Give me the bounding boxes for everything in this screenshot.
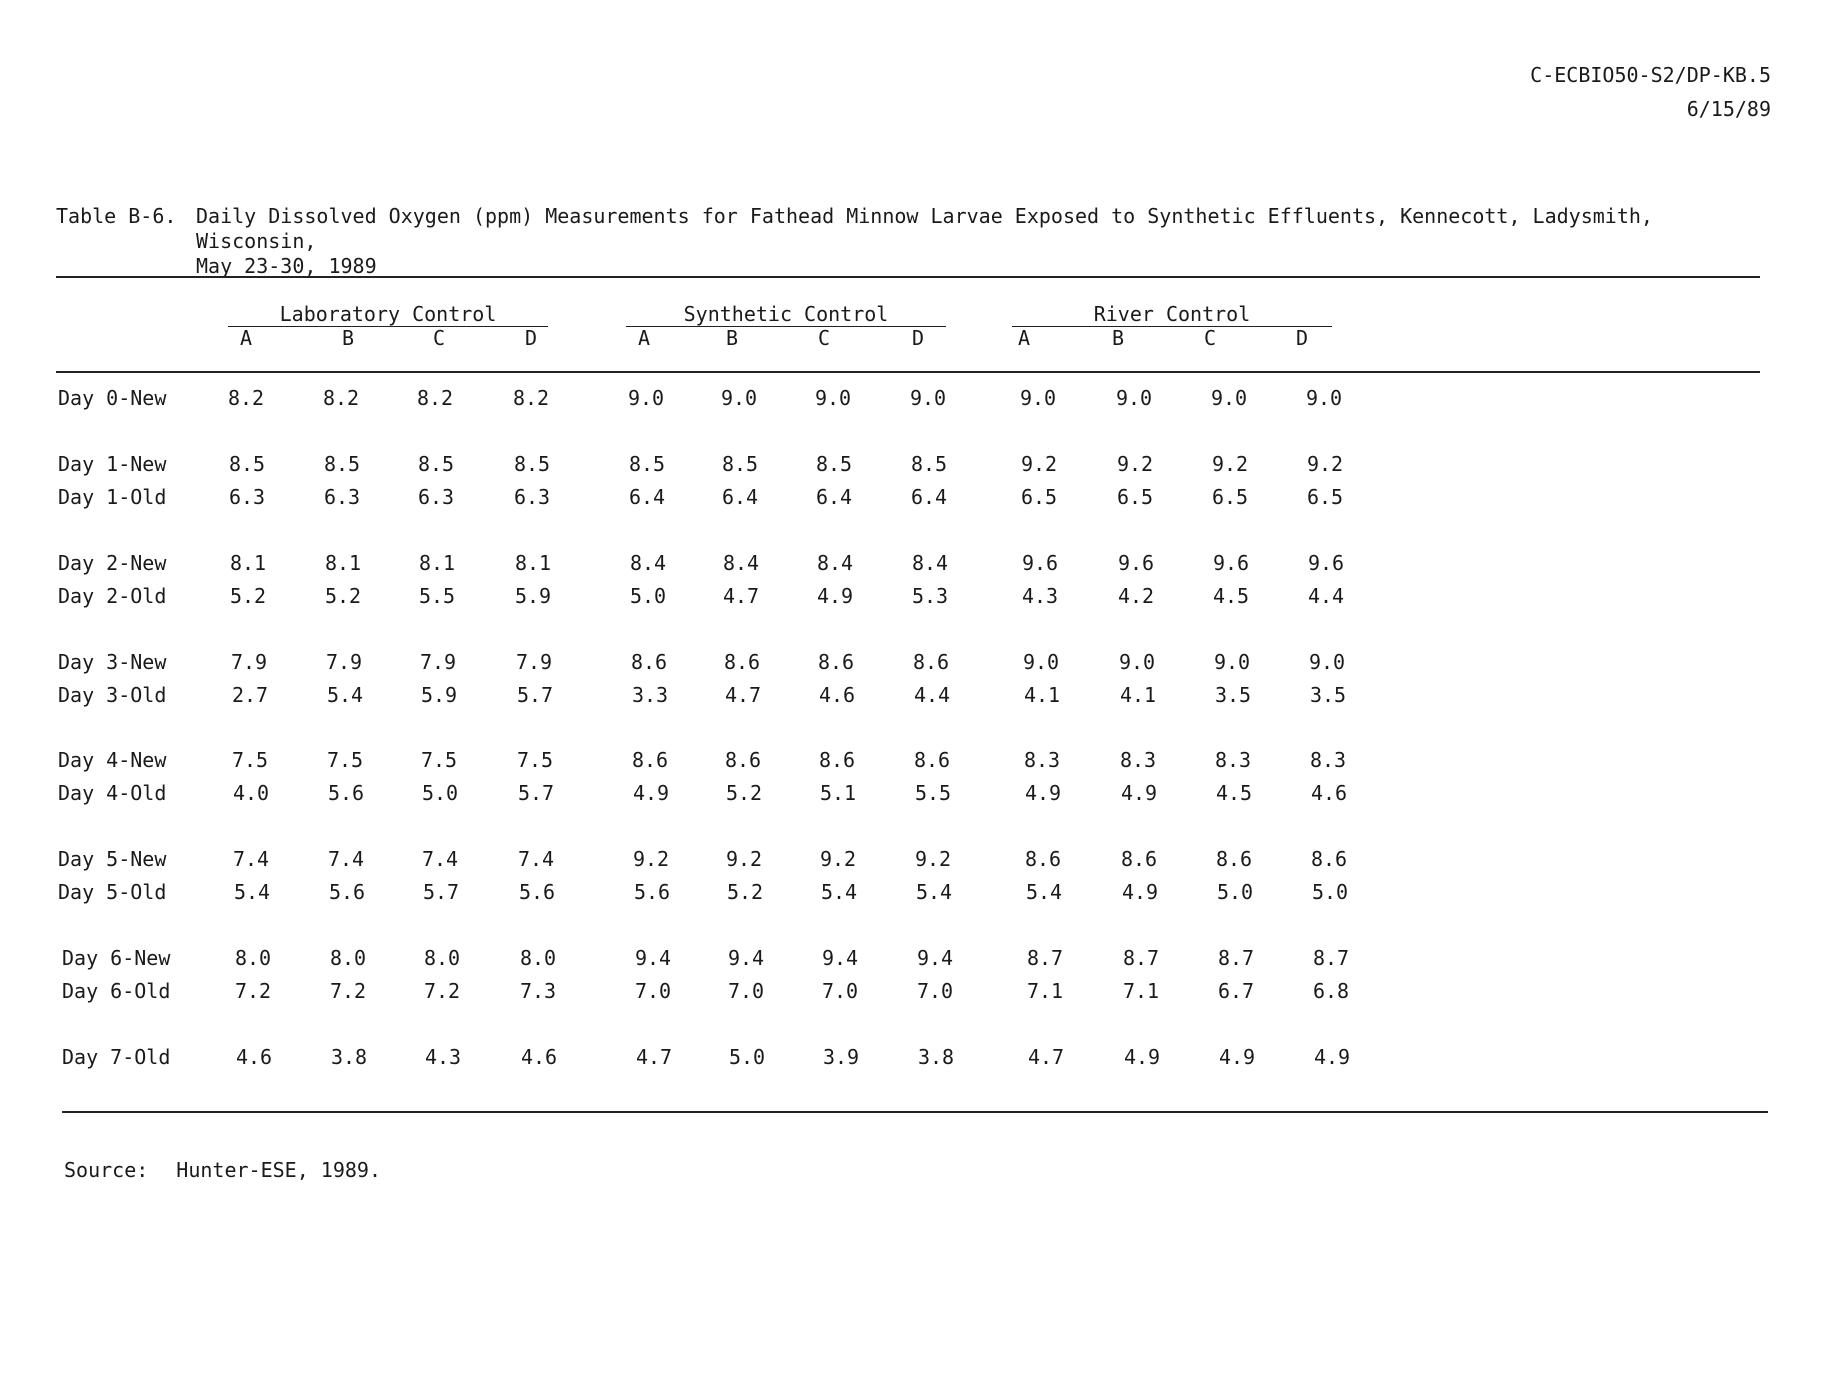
header-rule bbox=[56, 371, 1760, 373]
table-cell: 4.5 bbox=[1212, 584, 1250, 608]
column-header-river-control-b: B bbox=[1111, 326, 1125, 350]
table-cell: 6.4 bbox=[721, 485, 759, 509]
table-cell: 7.2 bbox=[423, 979, 461, 1003]
table-cell: 8.5 bbox=[721, 452, 759, 476]
table-cell: 8.6 bbox=[631, 748, 669, 772]
table-cell: 7.4 bbox=[421, 847, 459, 871]
row-label: Day 4-Old bbox=[58, 781, 167, 805]
table-cell: 8.1 bbox=[229, 551, 267, 575]
table-cell: 9.2 bbox=[725, 847, 763, 871]
table-cell: 7.1 bbox=[1026, 979, 1064, 1003]
table-cell: 9.0 bbox=[720, 386, 758, 410]
table-cell: 5.5 bbox=[914, 781, 952, 805]
row-label: Day 3-New bbox=[58, 650, 167, 674]
table-cell: 8.6 bbox=[1024, 847, 1062, 871]
table-cell: 3.8 bbox=[330, 1045, 368, 1069]
table-cell: 9.0 bbox=[909, 386, 947, 410]
group-header-synthetic-control: Synthetic Control bbox=[683, 302, 889, 326]
group-underline-laboratory-control bbox=[228, 326, 548, 327]
table-cell: 5.1 bbox=[819, 781, 857, 805]
table-cell: 7.2 bbox=[234, 979, 272, 1003]
table-cell: 3.3 bbox=[631, 683, 669, 707]
table-cell: 8.2 bbox=[416, 386, 454, 410]
table-cell: 9.4 bbox=[634, 946, 672, 970]
row-label: Day 3-Old bbox=[58, 683, 167, 707]
table-cell: 8.6 bbox=[913, 748, 951, 772]
table-cell: 6.8 bbox=[1312, 979, 1350, 1003]
table-number: Table B-6. bbox=[56, 204, 177, 228]
table-cell: 9.2 bbox=[819, 847, 857, 871]
table-cell: 5.9 bbox=[514, 584, 552, 608]
table-cell: 4.9 bbox=[632, 781, 670, 805]
table-cell: 4.9 bbox=[816, 584, 854, 608]
table-cell: 4.6 bbox=[1310, 781, 1348, 805]
table-cell: 8.5 bbox=[513, 452, 551, 476]
table-cell: 4.6 bbox=[818, 683, 856, 707]
table-cell: 9.2 bbox=[1306, 452, 1344, 476]
row-label: Day 6-New bbox=[62, 946, 171, 970]
table-cell: 7.0 bbox=[916, 979, 954, 1003]
table-cell: 5.2 bbox=[229, 584, 267, 608]
table-cell: 6.3 bbox=[513, 485, 551, 509]
table-cell: 4.2 bbox=[1117, 584, 1155, 608]
table-cell: 6.5 bbox=[1306, 485, 1344, 509]
table-cell: 4.0 bbox=[232, 781, 270, 805]
table-cell: 8.5 bbox=[323, 452, 361, 476]
top-rule bbox=[56, 276, 1760, 278]
table-cell: 8.6 bbox=[1120, 847, 1158, 871]
table-cell: 7.5 bbox=[326, 748, 364, 772]
table-cell: 8.5 bbox=[228, 452, 266, 476]
table-cell: 8.3 bbox=[1119, 748, 1157, 772]
table-cell: 5.6 bbox=[518, 880, 556, 904]
table-cell: 4.6 bbox=[235, 1045, 273, 1069]
table-cell: 6.4 bbox=[628, 485, 666, 509]
row-label: Day 7-Old bbox=[62, 1045, 171, 1069]
table-cell: 4.9 bbox=[1121, 880, 1159, 904]
table-cell: 8.6 bbox=[1215, 847, 1253, 871]
table-cell: 5.3 bbox=[911, 584, 949, 608]
column-header-river-control-a: A bbox=[1017, 326, 1031, 350]
table-cell: 8.5 bbox=[628, 452, 666, 476]
document-id: C-ECBIO50-S2/DP-KB.5 bbox=[1530, 63, 1771, 87]
table-cell: 8.2 bbox=[512, 386, 550, 410]
row-label: Day 6-Old bbox=[62, 979, 171, 1003]
table-cell: 4.5 bbox=[1215, 781, 1253, 805]
table-cell: 4.9 bbox=[1313, 1045, 1351, 1069]
source-label: Source: bbox=[64, 1158, 149, 1182]
table-cell: 8.6 bbox=[912, 650, 950, 674]
table-cell: 5.6 bbox=[633, 880, 671, 904]
table-cell: 4.3 bbox=[1021, 584, 1059, 608]
table-cell: 9.4 bbox=[916, 946, 954, 970]
table-cell: 7.2 bbox=[329, 979, 367, 1003]
table-cell: 4.7 bbox=[1027, 1045, 1065, 1069]
table-cell: 8.3 bbox=[1309, 748, 1347, 772]
column-header-synthetic-control-c: C bbox=[817, 326, 831, 350]
document-date: 6/15/89 bbox=[1686, 97, 1771, 121]
table-cell: 6.4 bbox=[815, 485, 853, 509]
table-title bbox=[196, 204, 1756, 279]
table-cell: 8.1 bbox=[324, 551, 362, 575]
table-cell: 9.2 bbox=[632, 847, 670, 871]
row-label: Day 2-New bbox=[58, 551, 167, 575]
table-cell: 5.4 bbox=[1025, 880, 1063, 904]
table-cell: 4.3 bbox=[424, 1045, 462, 1069]
table-cell: 5.0 bbox=[629, 584, 667, 608]
table-cell: 4.9 bbox=[1123, 1045, 1161, 1069]
row-label: Day 2-Old bbox=[58, 584, 167, 608]
table-cell: 8.6 bbox=[630, 650, 668, 674]
table-cell: 8.7 bbox=[1312, 946, 1350, 970]
table-cell: 8.4 bbox=[722, 551, 760, 575]
table-cell: 5.9 bbox=[420, 683, 458, 707]
row-label: Day 5-Old bbox=[58, 880, 167, 904]
table-cell: 3.9 bbox=[822, 1045, 860, 1069]
table-cell: 5.7 bbox=[422, 880, 460, 904]
table-cell: 3.8 bbox=[917, 1045, 955, 1069]
column-header-laboratory-control-d: D bbox=[524, 326, 538, 350]
table-cell: 8.6 bbox=[817, 650, 855, 674]
table-cell: 9.0 bbox=[1213, 650, 1251, 674]
row-label: Day 1-Old bbox=[58, 485, 167, 509]
table-cell: 8.7 bbox=[1026, 946, 1064, 970]
table-cell: 8.7 bbox=[1122, 946, 1160, 970]
table-cell: 8.6 bbox=[1310, 847, 1348, 871]
table-cell: 4.1 bbox=[1023, 683, 1061, 707]
table-cell: 6.4 bbox=[910, 485, 948, 509]
table-cell: 8.1 bbox=[418, 551, 456, 575]
table-cell: 9.2 bbox=[1211, 452, 1249, 476]
table-cell: 4.7 bbox=[635, 1045, 673, 1069]
table-cell: 9.6 bbox=[1117, 551, 1155, 575]
source-text: Hunter-ESE, 1989. bbox=[176, 1158, 381, 1182]
table-cell: 8.3 bbox=[1023, 748, 1061, 772]
column-header-laboratory-control-c: C bbox=[432, 326, 446, 350]
table-cell: 5.0 bbox=[1216, 880, 1254, 904]
table-cell: 8.6 bbox=[723, 650, 761, 674]
table-cell: 7.9 bbox=[419, 650, 457, 674]
table-cell: 9.6 bbox=[1212, 551, 1250, 575]
table-cell: 5.7 bbox=[517, 781, 555, 805]
table-cell: 7.9 bbox=[515, 650, 553, 674]
table-cell: 7.9 bbox=[325, 650, 363, 674]
table-cell: 5.0 bbox=[421, 781, 459, 805]
column-header-synthetic-control-a: A bbox=[637, 326, 651, 350]
table-cell: 9.4 bbox=[821, 946, 859, 970]
table-cell: 6.3 bbox=[323, 485, 361, 509]
table-cell: 6.3 bbox=[228, 485, 266, 509]
table-cell: 5.6 bbox=[328, 880, 366, 904]
table-cell: 7.3 bbox=[519, 979, 557, 1003]
table-cell: 4.7 bbox=[722, 584, 760, 608]
table-cell: 7.5 bbox=[420, 748, 458, 772]
table-cell: 9.6 bbox=[1021, 551, 1059, 575]
table-cell: 4.9 bbox=[1120, 781, 1158, 805]
table-cell: 5.4 bbox=[820, 880, 858, 904]
table-cell: 5.0 bbox=[728, 1045, 766, 1069]
table-cell: 7.4 bbox=[517, 847, 555, 871]
table-cell: 5.4 bbox=[326, 683, 364, 707]
document-header bbox=[1530, 58, 1771, 126]
table-cell: 9.0 bbox=[1115, 386, 1153, 410]
group-header-laboratory-control: Laboratory Control bbox=[279, 302, 497, 326]
table-cell: 8.5 bbox=[417, 452, 455, 476]
table-cell: 8.2 bbox=[227, 386, 265, 410]
table-cell: 7.4 bbox=[327, 847, 365, 871]
table-cell: 9.2 bbox=[1020, 452, 1058, 476]
column-header-laboratory-control-b: B bbox=[341, 326, 355, 350]
table-cell: 8.0 bbox=[423, 946, 461, 970]
table-cell: 8.5 bbox=[815, 452, 853, 476]
table-cell: 8.4 bbox=[911, 551, 949, 575]
table-cell: 9.2 bbox=[1116, 452, 1154, 476]
table-cell: 7.0 bbox=[634, 979, 672, 1003]
table-cell: 8.6 bbox=[724, 748, 762, 772]
table-cell: 5.0 bbox=[1311, 880, 1349, 904]
group-header-river-control: River Control bbox=[1093, 302, 1251, 326]
table-cell: 7.1 bbox=[1122, 979, 1160, 1003]
table-cell: 7.0 bbox=[727, 979, 765, 1003]
source-note bbox=[64, 1158, 381, 1182]
table-cell: 9.0 bbox=[1305, 386, 1343, 410]
table-cell: 4.9 bbox=[1024, 781, 1062, 805]
table-cell: 6.5 bbox=[1211, 485, 1249, 509]
table-cell: 8.0 bbox=[519, 946, 557, 970]
table-cell: 7.5 bbox=[516, 748, 554, 772]
table-cell: 5.4 bbox=[915, 880, 953, 904]
table-cell: 4.9 bbox=[1218, 1045, 1256, 1069]
table-title-line-2: May 23-30, 1989 bbox=[196, 254, 377, 278]
row-label: Day 0-New bbox=[58, 386, 167, 410]
table-cell: 4.7 bbox=[724, 683, 762, 707]
table-cell: 8.3 bbox=[1214, 748, 1252, 772]
table-cell: 9.6 bbox=[1307, 551, 1345, 575]
table-cell: 8.4 bbox=[629, 551, 667, 575]
table-cell: 6.7 bbox=[1217, 979, 1255, 1003]
table-cell: 9.0 bbox=[1118, 650, 1156, 674]
column-header-river-control-d: D bbox=[1295, 326, 1309, 350]
column-header-synthetic-control-b: B bbox=[725, 326, 739, 350]
table-cell: 8.6 bbox=[818, 748, 856, 772]
table-cell: 7.5 bbox=[231, 748, 269, 772]
table-cell: 2.7 bbox=[231, 683, 269, 707]
table-cell: 9.0 bbox=[814, 386, 852, 410]
table-cell: 5.6 bbox=[327, 781, 365, 805]
table-cell: 8.0 bbox=[234, 946, 272, 970]
table-cell: 8.7 bbox=[1217, 946, 1255, 970]
table-cell: 5.4 bbox=[233, 880, 271, 904]
column-header-synthetic-control-d: D bbox=[911, 326, 925, 350]
table-cell: 7.0 bbox=[821, 979, 859, 1003]
table-cell: 9.0 bbox=[627, 386, 665, 410]
table-cell: 9.4 bbox=[727, 946, 765, 970]
table-cell: 7.9 bbox=[230, 650, 268, 674]
table-cell: 5.5 bbox=[418, 584, 456, 608]
table-cell: 9.0 bbox=[1210, 386, 1248, 410]
table-cell: 8.5 bbox=[910, 452, 948, 476]
table-cell: 6.3 bbox=[417, 485, 455, 509]
table-cell: 6.5 bbox=[1116, 485, 1154, 509]
table-cell: 8.4 bbox=[816, 551, 854, 575]
row-label: Day 4-New bbox=[58, 748, 167, 772]
bottom-rule bbox=[62, 1111, 1768, 1113]
table-cell: 9.0 bbox=[1019, 386, 1057, 410]
table-cell: 5.2 bbox=[726, 880, 764, 904]
table-cell: 9.2 bbox=[914, 847, 952, 871]
table-cell: 5.2 bbox=[324, 584, 362, 608]
table-cell: 8.2 bbox=[322, 386, 360, 410]
row-label: Day 1-New bbox=[58, 452, 167, 476]
column-header-river-control-c: C bbox=[1203, 326, 1217, 350]
table-cell: 5.7 bbox=[516, 683, 554, 707]
column-header-laboratory-control-a: A bbox=[239, 326, 253, 350]
table-cell: 4.4 bbox=[1307, 584, 1345, 608]
table-cell: 5.2 bbox=[725, 781, 763, 805]
table-cell: 8.1 bbox=[514, 551, 552, 575]
table-cell: 9.0 bbox=[1308, 650, 1346, 674]
table-cell: 3.5 bbox=[1309, 683, 1347, 707]
table-cell: 3.5 bbox=[1214, 683, 1252, 707]
row-label: Day 5-New bbox=[58, 847, 167, 871]
table-title-line-1: Daily Dissolved Oxygen (ppm) Measurements for Fathead Minnow Larvae Exposed to Synthetic Effluents, Kennecott, Ladysmith, Wisconsin, bbox=[196, 204, 1653, 253]
table-cell: 4.6 bbox=[520, 1045, 558, 1069]
table-cell: 4.4 bbox=[913, 683, 951, 707]
table-cell: 4.1 bbox=[1119, 683, 1157, 707]
table-cell: 9.0 bbox=[1022, 650, 1060, 674]
table-cell: 6.5 bbox=[1020, 485, 1058, 509]
table-cell: 8.0 bbox=[329, 946, 367, 970]
table-cell: 7.4 bbox=[232, 847, 270, 871]
